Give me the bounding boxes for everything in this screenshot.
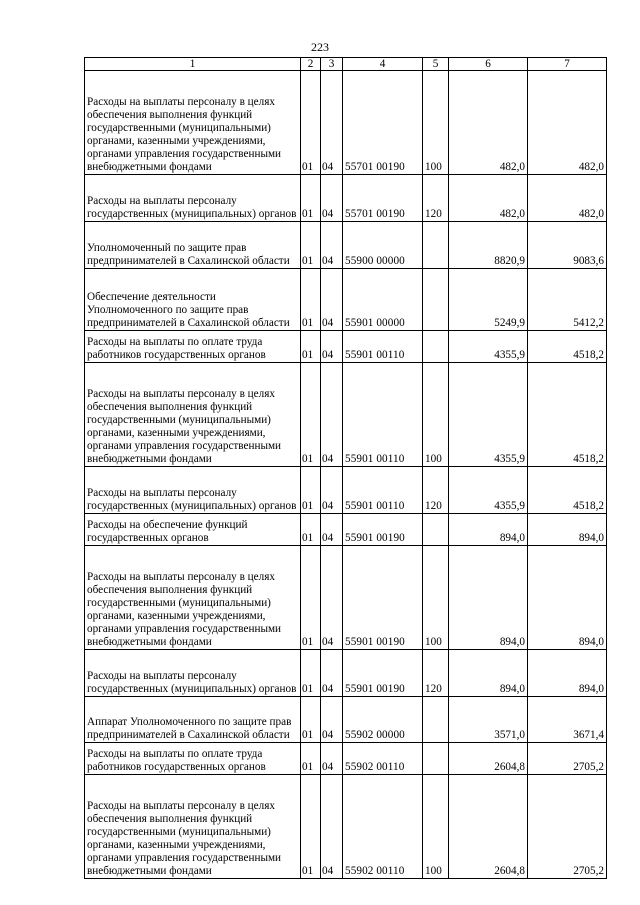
row-target-article: 55901 00110 (343, 363, 423, 467)
row-target-article: 55901 00110 (343, 331, 423, 363)
row-section: 01 (301, 222, 321, 269)
row-name: Расходы на выплаты персоналу в целях обеспечения выполнения функций государственными (муниципальными) органами, казенными учреждениями, органами управления государственными внебюджетными фондами (85, 363, 301, 467)
row-name: Расходы на обеспечение функций государственных органов (85, 514, 301, 546)
table-row (85, 697, 607, 743)
row-name: Расходы на выплаты персоналу государственных (муниципальных) органов (85, 650, 301, 697)
row-value-year2: 894,0 (528, 546, 607, 650)
row-value-year1: 4355,9 (449, 467, 528, 514)
row-section: 01 (301, 467, 321, 514)
row-target-article: 55902 00110 (343, 743, 423, 775)
row-value-year1: 4355,9 (449, 331, 528, 363)
column-header: 5 (423, 58, 449, 71)
row-section: 01 (301, 363, 321, 467)
table-row (85, 331, 607, 363)
row-value-year2: 482,0 (528, 175, 607, 222)
row-subsection: 04 (321, 775, 343, 879)
row-name: Расходы на выплаты по оплате труда работников государственных органов (85, 331, 301, 363)
row-expense-type (423, 331, 449, 363)
row-expense-type (423, 697, 449, 743)
row-subsection: 04 (321, 697, 343, 743)
row-section: 01 (301, 269, 321, 331)
row-target-article: 55701 00190 (343, 175, 423, 222)
row-expense-type (423, 514, 449, 546)
column-header: 6 (449, 58, 528, 71)
row-value-year1: 482,0 (449, 71, 528, 175)
table-header-row (85, 58, 607, 71)
row-value-year2: 3671,4 (528, 697, 607, 743)
row-target-article: 55701 00190 (343, 71, 423, 175)
row-target-article: 55901 00190 (343, 650, 423, 697)
table-row (85, 175, 607, 222)
row-subsection: 04 (321, 363, 343, 467)
row-expense-type: 100 (423, 71, 449, 175)
row-value-year1: 894,0 (449, 514, 528, 546)
row-value-year2: 894,0 (528, 514, 607, 546)
column-header: 4 (343, 58, 423, 71)
row-subsection: 04 (321, 650, 343, 697)
row-subsection: 04 (321, 331, 343, 363)
row-expense-type: 100 (423, 546, 449, 650)
row-expense-type (423, 743, 449, 775)
row-section: 01 (301, 775, 321, 879)
row-value-year2: 894,0 (528, 650, 607, 697)
row-value-year2: 4518,2 (528, 467, 607, 514)
row-expense-type: 100 (423, 775, 449, 879)
row-value-year1: 2604,8 (449, 743, 528, 775)
row-name: Расходы на выплаты по оплате труда работников государственных органов (85, 743, 301, 775)
row-target-article: 55900 00000 (343, 222, 423, 269)
row-expense-type (423, 222, 449, 269)
table-row (85, 775, 607, 879)
row-value-year2: 4518,2 (528, 331, 607, 363)
row-section: 01 (301, 331, 321, 363)
row-subsection: 04 (321, 467, 343, 514)
table-row (85, 514, 607, 546)
budget-table (84, 57, 607, 879)
row-section: 01 (301, 650, 321, 697)
row-name: Расходы на выплаты персоналу в целях обеспечения выполнения функций государственными (муниципальными) органами, казенными учреждениями, органами управления государственными внебюджетными фондами (85, 71, 301, 175)
row-name: Расходы на выплаты персоналу в целях обеспечения выполнения функций государственными (муниципальными) органами, казенными учреждениями, органами управления государственными внебюджетными фондами (85, 546, 301, 650)
row-target-article: 55901 00190 (343, 514, 423, 546)
row-name: Обеспечение деятельности Уполномоченного по защите прав предпринимателей в Сахалинской области (85, 269, 301, 331)
row-expense-type: 120 (423, 650, 449, 697)
row-value-year1: 894,0 (449, 546, 528, 650)
row-value-year2: 9083,6 (528, 222, 607, 269)
table-row (85, 650, 607, 697)
table-row (85, 71, 607, 175)
row-value-year2: 2705,2 (528, 775, 607, 879)
table-row (85, 363, 607, 467)
table-row (85, 467, 607, 514)
row-section: 01 (301, 697, 321, 743)
row-section: 01 (301, 546, 321, 650)
row-value-year2: 482,0 (528, 71, 607, 175)
row-name: Аппарат Уполномоченного по защите прав предпринимателей в Сахалинской области (85, 697, 301, 743)
row-subsection: 04 (321, 71, 343, 175)
row-expense-type: 120 (423, 175, 449, 222)
row-value-year2: 5412,2 (528, 269, 607, 331)
row-section: 01 (301, 743, 321, 775)
row-value-year2: 4518,2 (528, 363, 607, 467)
row-target-article: 55901 00190 (343, 546, 423, 650)
table-row (85, 222, 607, 269)
row-value-year1: 482,0 (449, 175, 528, 222)
row-section: 01 (301, 71, 321, 175)
row-name: Расходы на выплаты персоналу государственных (муниципальных) органов (85, 175, 301, 222)
row-name: Расходы на выплаты персоналу государственных (муниципальных) органов (85, 467, 301, 514)
row-expense-type (423, 269, 449, 331)
row-value-year1: 894,0 (449, 650, 528, 697)
table-row (85, 546, 607, 650)
row-target-article: 55902 00110 (343, 775, 423, 879)
row-subsection: 04 (321, 743, 343, 775)
column-header: 7 (528, 58, 607, 71)
column-header: 2 (301, 58, 321, 71)
row-expense-type: 120 (423, 467, 449, 514)
row-subsection: 04 (321, 514, 343, 546)
column-header: 1 (85, 58, 301, 71)
row-subsection: 04 (321, 222, 343, 269)
table-row (85, 743, 607, 775)
row-target-article: 55901 00110 (343, 467, 423, 514)
row-section: 01 (301, 514, 321, 546)
page-number: 223 (311, 40, 329, 54)
row-target-article: 55902 00000 (343, 697, 423, 743)
row-value-year1: 2604,8 (449, 775, 528, 879)
column-header: 3 (321, 58, 343, 71)
row-value-year2: 2705,2 (528, 743, 607, 775)
row-value-year1: 5249,9 (449, 269, 528, 331)
table-row (85, 269, 607, 331)
row-value-year1: 3571,0 (449, 697, 528, 743)
row-section: 01 (301, 175, 321, 222)
row-subsection: 04 (321, 546, 343, 650)
row-subsection: 04 (321, 175, 343, 222)
row-target-article: 55901 00000 (343, 269, 423, 331)
row-name: Уполномоченный по защите прав предпринимателей в Сахалинской области (85, 222, 301, 269)
row-value-year1: 4355,9 (449, 363, 528, 467)
row-subsection: 04 (321, 269, 343, 331)
row-name: Расходы на выплаты персоналу в целях обеспечения выполнения функций государственными (муниципальными) органами, казенными учреждениями, органами управления государственными внебюджетными фондами (85, 775, 301, 879)
row-value-year1: 8820,9 (449, 222, 528, 269)
row-expense-type: 100 (423, 363, 449, 467)
